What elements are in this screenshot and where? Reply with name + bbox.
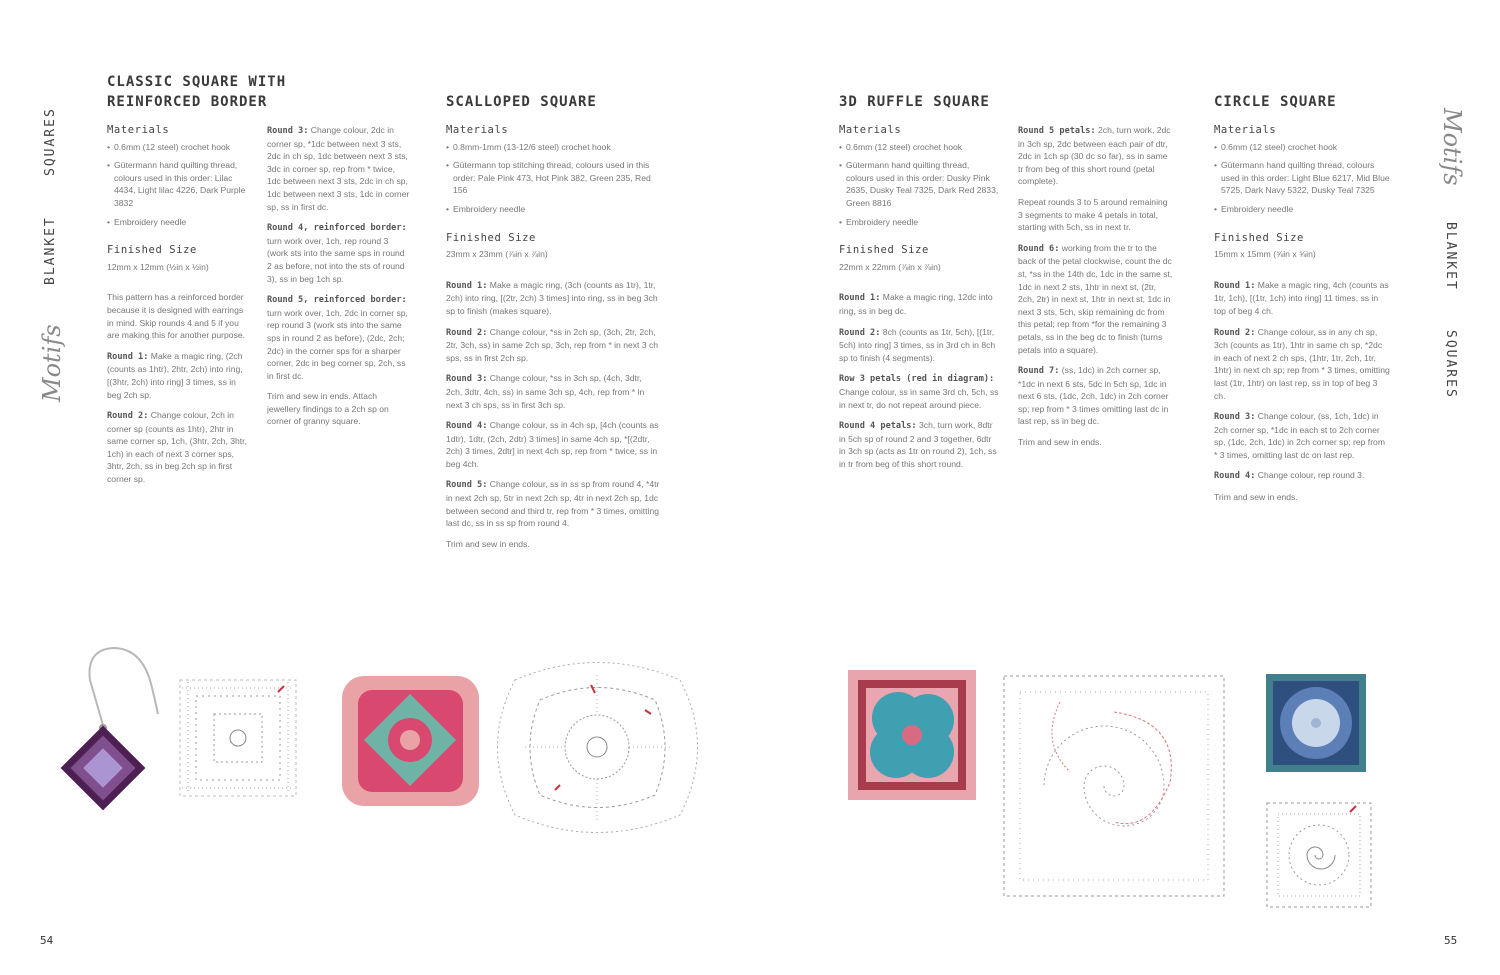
diagram-round-2	[214, 714, 262, 762]
scalloped-square-photo	[338, 672, 483, 810]
ruffle-material-item: • Embroidery needle	[839, 216, 999, 229]
circle-finished-size: 15mm x 15mm (⅝in x ⅝in)	[1214, 249, 1316, 260]
ruffle-materials-heading: Materials	[839, 124, 902, 136]
circle-material-item: • 0.6mm (12 steel) crochet hook	[1214, 141, 1390, 154]
round-text: Change colour, (ss, 1ch, 1dc) in 2ch corner sp, *1dc in each st to 2ch corner sp, (1dc, 2ch, 1dc) in 2ch corner sp; rep from * 3 times, omitting last dc on last rep.	[1214, 411, 1385, 460]
round-label: Round 4:	[446, 421, 488, 432]
diagram-round-3	[1278, 814, 1360, 896]
round-label: Round 4:	[1214, 471, 1256, 482]
scalloped-title: SCALLOPED SQUARE	[446, 94, 597, 110]
ruffle-round-6	[1018, 242, 1174, 356]
round-label: Round 2:	[446, 327, 488, 338]
circle-round-3	[1214, 410, 1390, 461]
diagram-magic-ring	[587, 737, 607, 757]
scalloped-center	[400, 730, 420, 750]
earring-photo	[48, 640, 163, 815]
diagram-start-marker	[278, 686, 284, 692]
circle-square-diagram	[1264, 800, 1374, 910]
circle-square-photo	[1264, 672, 1368, 774]
diagram-round-2	[1289, 825, 1349, 885]
classic-material-item: • Embroidery needle	[107, 216, 251, 229]
ruffle-round-7	[1018, 364, 1174, 428]
ruffle-material-item: • Gütermann hand quilting thread, colours used in this order: Dusky Pink 2635, Dusky Teal 7325, Dark Red 2833, Green 8816	[839, 159, 999, 209]
round-label: Round 3:	[267, 126, 309, 136]
sidebar-chapter-label: BLANKET	[43, 216, 58, 285]
ruffle-finished-heading: Finished Size	[839, 244, 929, 257]
diagram-start-marker	[1350, 806, 1356, 812]
scalloped-column	[446, 124, 660, 558]
round-text: Change colour, *ss in 3ch sp, (4ch, 3dtr, 2ch, 3dtr, 4ch, ss) in same 3ch sp, 4ch, rep from * in next 3 ch sps, ss in first 3ch sp.	[446, 373, 645, 410]
round-text: Change colour, *ss in 2ch sp, (3ch, 2tr, 2ch, 2tr, 3ch, ss) in same 2ch sp, 3ch, rep from * in next 3 ch sps, ss in first 2ch sp.	[446, 326, 659, 363]
round-label: Round 5, reinforced border:	[267, 295, 407, 306]
ruffle-row-3	[839, 372, 999, 411]
classic-materials-heading: Materials	[107, 124, 170, 136]
round-label: Round 1:	[839, 293, 881, 304]
ruffle-square-photo	[846, 668, 978, 802]
diagram-outline	[1267, 803, 1371, 907]
classic-title-line2: REINFORCED BORDER	[107, 94, 268, 110]
round-text: 2ch, turn work, 2dc in 3ch sp, 2dc between each pair of dtr, 2dc in 1ch sp (30 dc so far), ss in same tr from beg of this short round (petal complete).	[1018, 125, 1171, 187]
ruffle-column-2	[1018, 124, 1174, 457]
classic-round-5	[267, 293, 411, 382]
circle-round-4	[1214, 469, 1390, 483]
classic-round-2	[107, 409, 251, 486]
diagram-stitches	[182, 682, 294, 794]
scalloped-trim: Trim and sew in ends.	[446, 538, 530, 549]
round-label: Round 4 petals:	[839, 421, 917, 432]
round-label: Round 3:	[446, 374, 488, 385]
scalloped-square-diagram	[495, 655, 700, 840]
round-text: 8ch (counts as 1tr, 5ch), [(1tr, 5ch) into ring] 3 times, ss in 3rd ch in 8ch sp to finish (4 segments).	[839, 326, 996, 363]
classic-trim: Trim and sew in ends. Attach jewellery findings to a 2ch sp on corner of granny square.	[267, 391, 389, 427]
scalloped-material-item: • Embroidery needle	[446, 203, 660, 216]
ruffle-title: 3D RUFFLE SQUARE	[839, 94, 990, 110]
round-label: Round 2:	[107, 411, 149, 422]
sidebar-section-label: SQUARES	[43, 107, 58, 176]
classic-round-4	[267, 221, 411, 285]
classic-title	[107, 72, 427, 112]
round-text: Change colour, ss in ss sp from round 4, *4tr in next 2ch sp, 5tr in next 2ch sp, 4tr in next 2ch sp, 1dc between second and third tr, rep from * 3 times, omitting last dc, ss in ss sp from round 4.	[446, 479, 660, 529]
ruffle-square-diagram	[1000, 672, 1228, 900]
sidebar-right-section-label: SQUARES	[1443, 330, 1458, 399]
round-label: Round 2:	[1214, 327, 1256, 338]
round-label: Round 7:	[1018, 366, 1060, 377]
classic-material-item: • 0.6mm (12 steel) crochet hook	[107, 141, 251, 154]
round-label: Round 1:	[1214, 280, 1256, 291]
circle-title: CIRCLE SQUARE	[1214, 94, 1337, 110]
circle-round-2	[1214, 326, 1390, 403]
circle-finished-heading: Finished Size	[1214, 231, 1304, 244]
scalloped-round-4	[446, 419, 660, 470]
classic-material-item: • Gütermann hand quilting thread, colours used in this order: Lilac 4434, Light lilac 4226, Dark Purple 3832	[107, 159, 251, 209]
scalloped-materials-heading: Materials	[446, 124, 509, 136]
circle-trim: Trim and sew in ends.	[1214, 492, 1298, 503]
sidebar-right-chapter-label: BLANKET	[1443, 222, 1458, 291]
ruffle-repeat-note: Repeat rounds 3 to 5 around remaining 3 segments to make 4 petals in total, starting with 5ch, ss in next tr.	[1018, 196, 1168, 233]
round-text: Change colour, ss in any ch sp, 3ch (counts as 1tr), 1htr in same ch sp, *2dc in each of next 2 ch sps, (1htr, 1tr, 2ch, 1tr, 1htr) in next ch sp; rep from * 3 times, omitting last (1tr, 1htr) on last rep, ss in top of beg 3 ch.	[1214, 326, 1390, 401]
classic-title-line1: CLASSIC SQUARE WITH	[107, 74, 287, 90]
ruffle-column-1	[839, 124, 999, 478]
scalloped-round-3	[446, 372, 660, 411]
circle-round-1	[1214, 279, 1390, 318]
round-text: Make a magic ring, 12dc into ring, ss in beg dc.	[839, 292, 993, 316]
round-label: Round 1:	[107, 351, 149, 362]
sidebar-script-title: Motifs	[38, 324, 66, 402]
round-text: turn work over, 1ch, 2dc in corner sp, rep round 3 (work sts into the same sps in round 2 as before), (2dc, 2ch; 2dc) in the corner sps for a sharper corner, 2dc in beg corner sp, 2ch, ss in first dc.	[267, 307, 408, 381]
classic-finished-heading: Finished Size	[107, 244, 197, 257]
sidebar-right-script-title: Motifs	[1438, 108, 1466, 186]
round-label: Round 2:	[839, 327, 881, 338]
diagram-round-3	[196, 696, 280, 780]
round-text: Make a magic ring, 4ch (counts as 1tr, 1ch), [(1tr, 1ch) into ring] 11 times, ss in top of beg 4 ch.	[1214, 279, 1389, 316]
round-label: Round 4, reinforced border:	[267, 223, 407, 234]
classic-intro: This pattern has a reinforced border because it is designed with earrings in mind. Skip rounds 4 and 5 if you are making this for another purpose.	[107, 292, 246, 341]
diagram-colour-markers	[555, 685, 651, 790]
round-text: (ss, 1dc) in 2ch corner sp, *1dc in next 6 sts, 5dc in 5ch sp, 1dc in next 6 sts, (1dc, 2ch, 1dc) in 2ch corner sp; rep from * 3 times omitting last dc in last rep, ss in beg dc.	[1018, 365, 1169, 427]
ruffle-round-1	[839, 291, 999, 317]
circle-materials-heading: Materials	[1214, 124, 1277, 136]
classic-column-1	[107, 124, 251, 494]
classic-finished-size: 12mm x 12mm (½in x ½in)	[107, 261, 209, 272]
diagram-magic-ring	[230, 730, 246, 746]
scalloped-round-1	[446, 279, 660, 318]
round-label: Round 5 petals:	[1018, 126, 1096, 136]
classic-square-diagram	[178, 678, 298, 798]
diagram-red-petal	[1114, 712, 1171, 824]
ruffle-trim: Trim and sew in ends.	[1018, 437, 1102, 448]
diagram-spiral	[1044, 726, 1164, 826]
classic-round-1	[107, 350, 251, 401]
round-text: Change colour, rep round 3.	[1257, 470, 1365, 481]
scalloped-material-item: • Gütermann top stitching thread, colours used in this order: Pale Pink 473, Hot Pink 382, Green 235, Red 156	[446, 159, 660, 197]
round-text: 3ch, turn work, 8dtr in 5ch sp of round 2 and 3 together, 6dtr in 3ch sp (acts as 1tr on round 2), 1ch, ss in tr from beg of this short round.	[839, 420, 997, 469]
round-label: Round 5:	[446, 480, 488, 491]
circle-ring	[1311, 718, 1321, 728]
scalloped-finished-size: 23mm x 23mm (⅞in x ⅞in)	[446, 249, 548, 260]
ruffle-round-5	[1018, 124, 1174, 188]
round-text: working from the tr to the back of the petal clockwise, count the dc st, *ss in the 14th dc, 1dc in the same st, 1dc in next 2 sts, 1htr in next st, (2tr, 2ch, 2tr) in next st, 1htr in next st, 1dc in next 3 sts, 5ch, skip remaining dc from this petal; rep from *for the remaining 3 petals, ss in the beg dc to finish (turns petals into a square).	[1018, 242, 1173, 355]
scalloped-material-item: • 0.8mm-1mm (13-12/6 steel) crochet hook	[446, 141, 660, 154]
page-number-right: 55	[1444, 934, 1458, 947]
earring-hook	[89, 648, 158, 725]
scalloped-finished-heading: Finished Size	[446, 231, 536, 244]
round-label: Round 6:	[1018, 243, 1060, 254]
earring-motif	[61, 726, 146, 811]
round-text: Change colour, ss in same 3rd ch, 5ch, ss in next tr, do not repeat around piece.	[839, 386, 999, 410]
scalloped-round-2	[446, 326, 660, 365]
diagram-round-7	[1020, 692, 1208, 880]
ruffle-finished-size: 22mm x 22mm (⅞in x ⅞in)	[839, 261, 941, 272]
ruffle-material-item: • 0.6mm (12 steel) crochet hook	[839, 141, 999, 154]
round-label: Round 3:	[1214, 412, 1256, 423]
circle-material-item: • Embroidery needle	[1214, 203, 1390, 216]
diagram-red-petal-2	[1052, 702, 1070, 772]
diagram-outline	[180, 680, 296, 796]
circle-column	[1214, 124, 1390, 512]
round-text: Change colour, 2ch in corner sp (counts as 1htr), 2htr in same corner sp, 1ch, (3htr, 2ch, 3htr, 1ch) in each of next 3 corner sps, 3htr, 2ch, ss in beg 2ch sp in first corner sp.	[107, 410, 247, 485]
round-text: Make a magic ring, (2ch (counts as 1htr), 2htr, 2ch) into ring, [(3htr, 2ch) into ring] 3 times, ss in beg 2ch sp.	[107, 350, 243, 400]
scalloped-round-5	[446, 478, 660, 529]
diagram-round-4	[530, 688, 665, 808]
round-text: Make a magic ring, (3ch (counts as 1tr), 1tr, 2ch) into ring, [(2tr, 2ch) 3 times] into ring, ss in beg 3ch sp to finish (makes square).	[446, 279, 658, 316]
round-text: Change colour, ss in 4ch sp, [4ch (counts as 1dtr), 1dtr, (2ch, 2dtr) 3 times] in same 4ch sp, *[(2dtr, 2ch) 3 times, 2dtr] in next 4ch sp, rep from * twice, ss in beg 4ch.	[446, 420, 659, 469]
diagram-spiral	[1307, 847, 1335, 869]
classic-round-3	[267, 124, 411, 213]
diagram-outline	[1004, 676, 1224, 896]
round-label: Round 1:	[446, 280, 488, 291]
diagram-round-2	[565, 715, 629, 779]
classic-column-2	[267, 124, 411, 436]
ruffle-round-4	[839, 419, 999, 470]
ruffle-center	[902, 725, 922, 745]
page-number-left: 54	[40, 934, 54, 947]
round-label: Row 3 petals (red in diagram):	[839, 374, 995, 385]
circle-material-item: • Gütermann hand quilting thread, colours used in this order: Light Blue 6217, Mid Blue 5725, Dark Navy 5322, Dusky Teal 7325	[1214, 159, 1390, 197]
ruffle-round-2	[839, 326, 999, 365]
round-text: turn work over, 1ch, rep round 3 (work sts into the same sps in round 2 as before, not into the sts of round 3), ss in beg 1ch sp.	[267, 235, 405, 284]
round-text: Change colour, 2dc in corner sp, *1dc between next 3 sts, 2dc in ch sp, 1dc between next 3 sts, 3dc in corner sp, rep from * twice, 1dc between next 3 sts, 2dc in ch sp, 1dc between next 3 sts, 1dc in corner sp, ss in first dc.	[267, 125, 410, 212]
